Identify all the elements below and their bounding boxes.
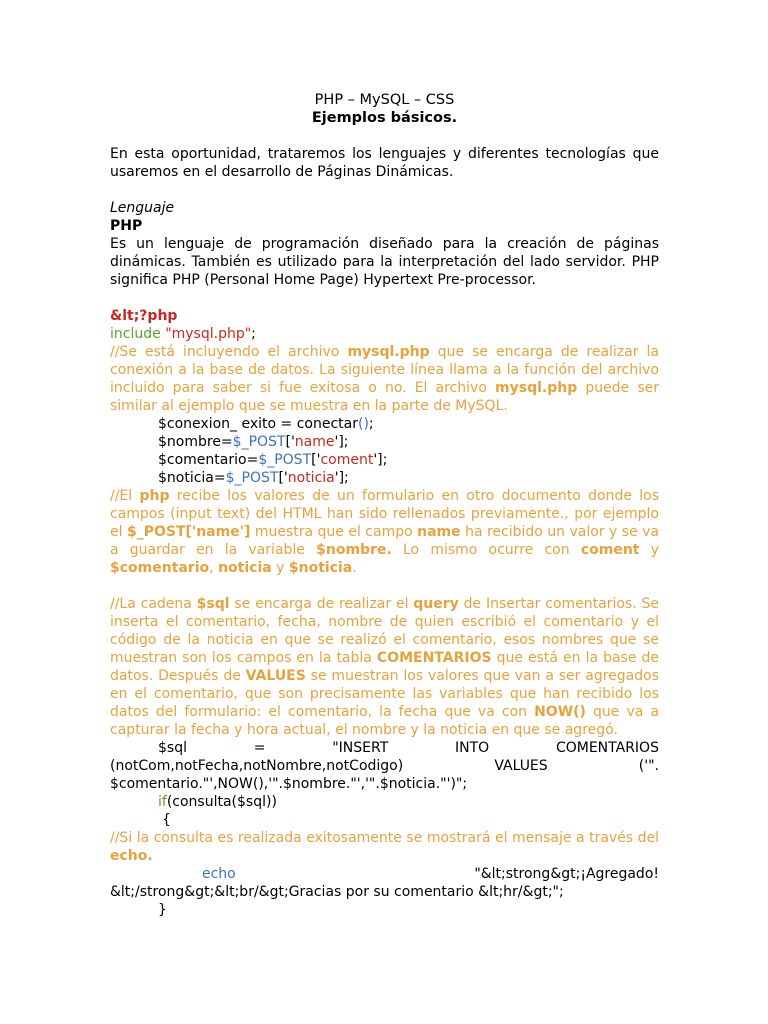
echo-line-2: &lt;/strong&gt;&lt;br/&gt;Gracias por su comentario &lt;hr/&gt;"; [110, 884, 564, 900]
sql-line-1: $sql = "INSERT INTO COMENTARIOS [158, 740, 659, 756]
document-page [110, 91, 659, 919]
code-line-noticia: $noticia=$_POST['noticia']; [158, 470, 349, 486]
comment-3: //La cadena $sql se encarga de realizar el query de Insertar comentarios. Se inserta el comentario, fecha, nombre de quien escribió el comentario y el código de la noticia en que se realizó el comentario, esos nombres que se muestran son los campos en la tabla COMENTARIOS que está en la base de datos. Después de VALUES se muestran los valores que van a ser agregados en el comentario, que son precisamente las variables que han recibido los datos del formulario: el comentario, la fecha que va con NOW() que va a capturar la fecha y hora actual, el nombre y la noticia en que se agregó. [110, 596, 659, 738]
section-label: Lenguaje [110, 200, 175, 216]
sql-line-2: (notCom,notFecha,notNombre,notCodigo) VALUES ('". [110, 758, 659, 774]
comment-2: //El php recibe los valores de un formulario en otro documento donde los campos (input text) del HTML han sido rellenados previamente., por ejemplo el $_POST['name'] muestra que el campo name ha recibido un valor y se va a guardar en la variable $nombre. Lo mismo ocurre con coment y $comentario, noticia y $noticia. [110, 488, 660, 576]
doc-subtitle: Ejemplos básicos. [311, 110, 458, 126]
brace-open: { [162, 812, 171, 828]
echo-line-1: echo "&lt;strong&gt;¡Agregado! [202, 866, 659, 882]
if-line: if(consulta($sql)) [158, 794, 277, 810]
doc-title: PHP – MySQL – CSS [314, 92, 455, 108]
include-end: ; [251, 326, 256, 342]
comment-1: //Se está incluyendo el archivo mysql.php que se encarga de realizar la conexión a la base de datos. La siguiente línea llama a la función del archivo incluido para saber si fue exitosa o no. El archivo mysql.php puede ser similar al ejemplo que se muestra en la parte de MySQL. [110, 344, 660, 414]
include-keyword: include [110, 326, 166, 342]
sql-line-3: $comentario."',NOW(),'".$nombre."','".$noticia."')"; [110, 776, 468, 792]
brace-close: } [158, 902, 167, 918]
code-line-comentario: $comentario=$_POST['coment']; [158, 452, 388, 468]
section-name: PHP [110, 218, 143, 234]
code-line-nombre: $nombre=$_POST['name']; [158, 434, 349, 450]
code-line-conexion: $conexion_ exito = conectar(); [158, 416, 374, 432]
comment-4: //Si la consulta es realizada exitosamente se mostrará el mensaje a través del echo. [110, 830, 659, 864]
include-line [110, 325, 659, 343]
section-description: Es un lenguaje de programación diseñado para la creación de páginas dinámicas. También es utilizado para la interpretación del lado servidor. PHP significa PHP (Personal Home Page) Hypertext Pre-processor. [110, 236, 659, 288]
include-argument: "mysql.php" [165, 326, 252, 342]
intro-paragraph: En esta oportunidad, trataremos los lenguajes y diferentes tecnologías que usaremos en el desarrollo de Páginas Dinámicas. [110, 146, 659, 180]
php-open-tag: &lt;?php [110, 308, 178, 324]
